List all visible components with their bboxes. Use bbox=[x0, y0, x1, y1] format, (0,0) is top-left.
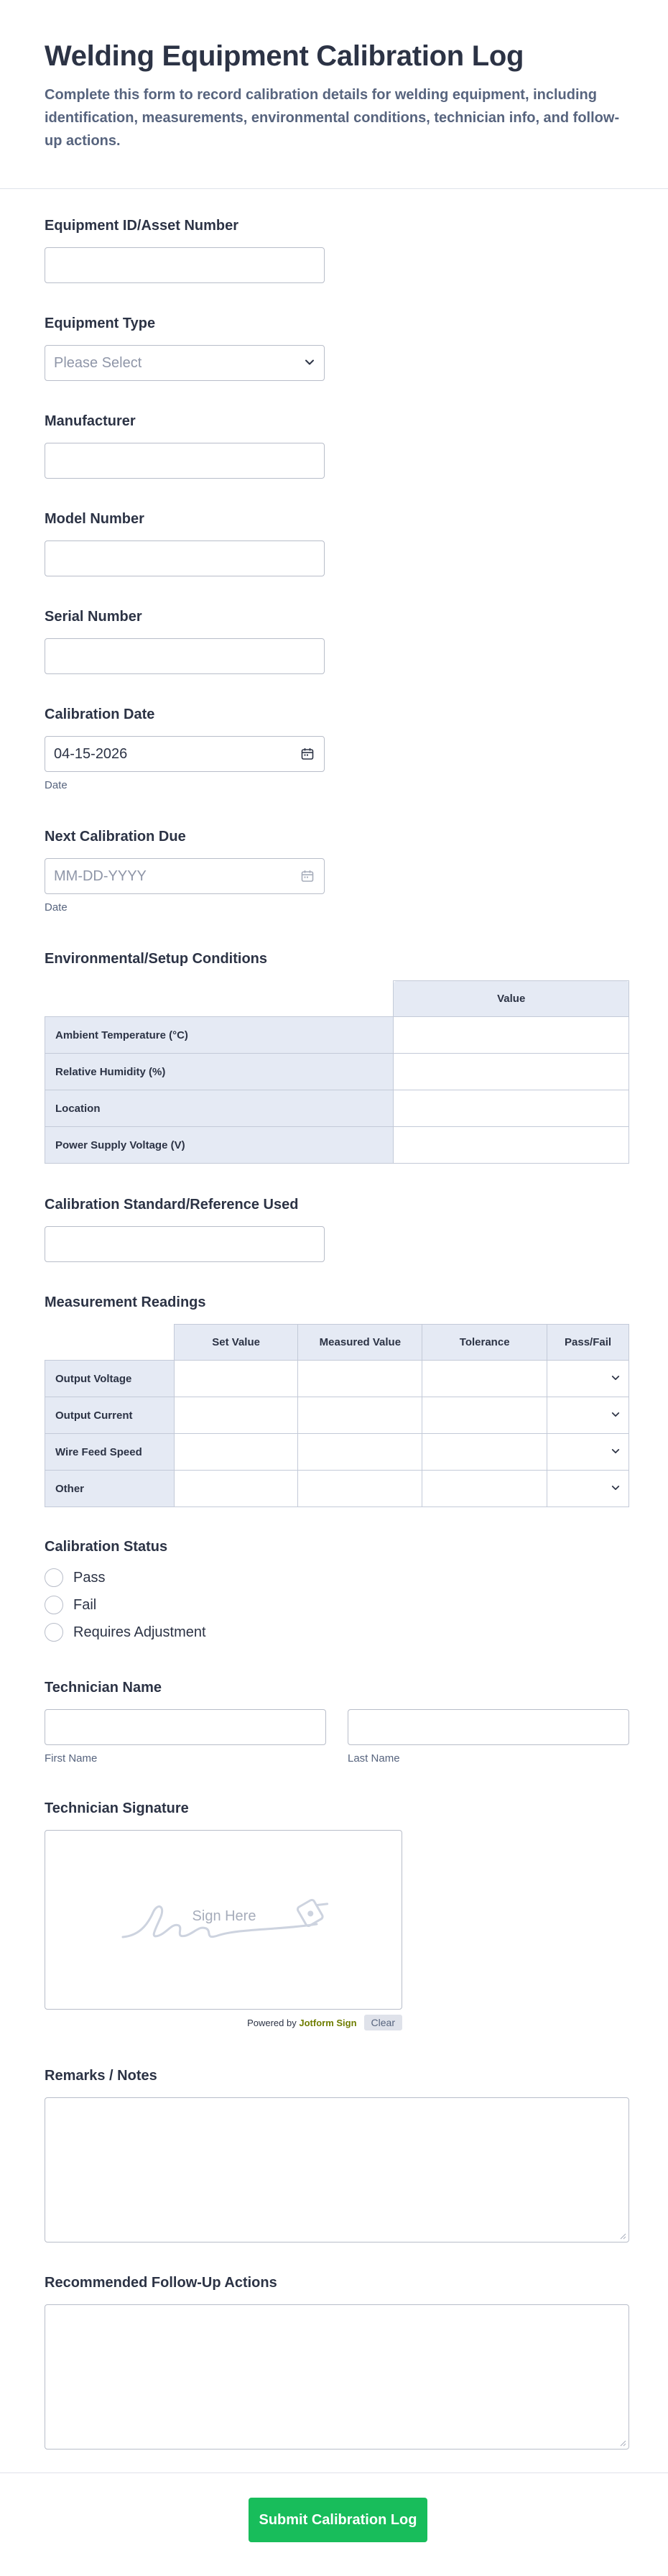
signature-hint: Sign Here bbox=[192, 1908, 256, 1924]
equipment-id-label: Equipment ID/Asset Number bbox=[45, 218, 239, 234]
pass-fail-dropdown[interactable] bbox=[547, 1471, 629, 1507]
status-option-fail[interactable] bbox=[45, 1591, 206, 1619]
radio-circle[interactable] bbox=[45, 1596, 63, 1614]
matrix-cell-input[interactable] bbox=[298, 1397, 422, 1434]
matrix-row-header: Wire Feed Speed bbox=[45, 1434, 175, 1471]
matrix-column-header: Set Value bbox=[174, 1325, 298, 1361]
serial-number-label: Serial Number bbox=[45, 609, 142, 625]
powered-by-prefix: Powered by bbox=[247, 2017, 297, 2028]
calibration-date-sublabel: Date bbox=[45, 779, 68, 791]
calendar-icon[interactable] bbox=[300, 869, 315, 883]
jotform-sign-brand: Jotform Sign bbox=[299, 2017, 357, 2028]
next-calibration-label: Next Calibration Due bbox=[45, 829, 186, 845]
signature-field bbox=[45, 1798, 402, 2031]
chevron-down-icon bbox=[611, 1447, 620, 1455]
matrix-cell-input[interactable] bbox=[394, 1054, 629, 1090]
standard-input[interactable] bbox=[45, 1226, 325, 1262]
next-calibration-sublabel: Date bbox=[45, 901, 68, 914]
radio-circle[interactable] bbox=[45, 1623, 63, 1642]
environment-field bbox=[45, 949, 629, 1164]
matrix-cell-input[interactable] bbox=[394, 1090, 629, 1127]
status-field bbox=[45, 1537, 206, 1646]
manufacturer-input[interactable] bbox=[45, 443, 325, 479]
equipment-type-field bbox=[45, 313, 325, 381]
last-name-sublabel: Last Name bbox=[348, 1752, 400, 1765]
calibration-date-label: Calibration Date bbox=[45, 707, 155, 722]
calibration-date-field bbox=[45, 704, 325, 791]
signature-label: Technician Signature bbox=[45, 1800, 189, 1816]
model-number-input[interactable] bbox=[45, 540, 325, 576]
standard-field bbox=[45, 1195, 325, 1262]
matrix-column-header: Value bbox=[394, 981, 629, 1017]
chevron-down-icon bbox=[611, 1484, 620, 1492]
matrix-cell-input[interactable] bbox=[174, 1471, 298, 1507]
measurements-label: Measurement Readings bbox=[45, 1294, 206, 1310]
chevron-down-icon bbox=[305, 357, 315, 367]
matrix-row-header: Other bbox=[45, 1471, 175, 1507]
matrix-row-header: Relative Humidity (%) bbox=[45, 1054, 394, 1090]
calendar-icon[interactable] bbox=[300, 747, 315, 761]
serial-number-field bbox=[45, 607, 325, 674]
model-number-label: Model Number bbox=[45, 511, 144, 527]
matrix-column-header: Tolerance bbox=[422, 1325, 547, 1361]
equipment-id-field bbox=[45, 216, 325, 283]
equipment-type-select[interactable] bbox=[45, 345, 325, 381]
manufacturer-label: Manufacturer bbox=[45, 413, 136, 429]
remarks-label: Remarks / Notes bbox=[45, 2068, 157, 2084]
status-option-adjustment[interactable] bbox=[45, 1619, 206, 1646]
matrix-row-header: Power Supply Voltage (V) bbox=[45, 1127, 394, 1164]
first-name-sublabel: First Name bbox=[45, 1752, 98, 1765]
matrix-cell-input[interactable] bbox=[298, 1361, 422, 1397]
signature-pad[interactable] bbox=[45, 1830, 402, 2010]
next-calibration-field bbox=[45, 827, 325, 914]
matrix-cell-input[interactable] bbox=[394, 1017, 629, 1054]
matrix-row-header: Output Current bbox=[45, 1397, 175, 1434]
matrix-cell-input[interactable] bbox=[174, 1434, 298, 1471]
matrix-cell-input[interactable] bbox=[422, 1471, 547, 1507]
radio-circle[interactable] bbox=[45, 1568, 63, 1587]
environment-matrix bbox=[45, 980, 629, 1164]
chevron-down-icon bbox=[611, 1374, 620, 1382]
model-number-field bbox=[45, 509, 325, 576]
matrix-cell-input[interactable] bbox=[422, 1361, 547, 1397]
technician-name-field bbox=[45, 1678, 629, 1765]
resize-handle-icon[interactable] bbox=[619, 2232, 626, 2240]
remarks-textarea[interactable] bbox=[45, 2097, 629, 2242]
measurements-matrix bbox=[45, 1324, 629, 1507]
calibration-date-input[interactable]: 04-15-2026 bbox=[45, 736, 325, 772]
environment-label: Environmental/Setup Conditions bbox=[45, 951, 268, 967]
form-description: Complete this form to record calibration details for welding equipment, including identification, measurements, environmental conditions, technician info, and follow-up actions. bbox=[45, 87, 620, 149]
matrix-cell-input[interactable] bbox=[422, 1434, 547, 1471]
status-label: Calibration Status bbox=[45, 1539, 168, 1555]
followup-label: Recommended Follow-Up Actions bbox=[45, 2275, 277, 2291]
status-option-pass[interactable] bbox=[45, 1564, 206, 1591]
chevron-down-icon bbox=[611, 1410, 620, 1419]
clear-signature-button[interactable]: Clear bbox=[364, 2015, 402, 2030]
pass-fail-dropdown[interactable] bbox=[547, 1397, 629, 1434]
matrix-row-header: Ambient Temperature (°C) bbox=[45, 1017, 394, 1054]
matrix-cell-input[interactable] bbox=[394, 1127, 629, 1164]
followup-textarea[interactable] bbox=[45, 2304, 629, 2450]
matrix-row-header: Output Voltage bbox=[45, 1361, 175, 1397]
standard-label: Calibration Standard/Reference Used bbox=[45, 1197, 299, 1213]
equipment-type-label: Equipment Type bbox=[45, 316, 156, 331]
next-calibration-input[interactable]: MM-DD-YYYY bbox=[45, 858, 325, 894]
matrix-corner bbox=[45, 1325, 175, 1361]
followup-field bbox=[45, 2273, 629, 2450]
matrix-corner bbox=[45, 981, 394, 1017]
pass-fail-dropdown[interactable] bbox=[547, 1434, 629, 1471]
radio-label: Pass bbox=[73, 1569, 106, 1586]
resize-handle-icon[interactable] bbox=[619, 2439, 626, 2447]
page-title: Welding Equipment Calibration Log bbox=[45, 40, 524, 72]
submit-button[interactable]: Submit Calibration Log bbox=[249, 2498, 427, 2542]
matrix-row-header: Location bbox=[45, 1090, 394, 1127]
last-name-input[interactable] bbox=[348, 1709, 629, 1745]
matrix-cell-input[interactable] bbox=[298, 1434, 422, 1471]
matrix-cell-input[interactable] bbox=[174, 1361, 298, 1397]
manufacturer-field bbox=[45, 411, 325, 479]
matrix-cell-input[interactable] bbox=[422, 1397, 547, 1434]
form-header bbox=[0, 0, 668, 189]
pass-fail-dropdown[interactable] bbox=[547, 1361, 629, 1397]
radio-label: Fail bbox=[73, 1596, 97, 1613]
technician-name-label: Technician Name bbox=[45, 1680, 162, 1696]
serial-number-input[interactable] bbox=[45, 638, 325, 674]
equipment-id-input[interactable] bbox=[45, 247, 325, 283]
matrix-cell-input[interactable] bbox=[174, 1397, 298, 1434]
equipment-type-placeholder: Please Select bbox=[45, 345, 325, 381]
remarks-field bbox=[45, 2066, 629, 2242]
matrix-column-header: Pass/Fail bbox=[547, 1325, 629, 1361]
powered-by-text bbox=[247, 2018, 356, 2028]
radio-label: Requires Adjustment bbox=[73, 1624, 206, 1640]
first-name-input[interactable] bbox=[45, 1709, 326, 1745]
measurements-field bbox=[45, 1292, 629, 1507]
matrix-cell-input[interactable] bbox=[298, 1471, 422, 1507]
matrix-column-header: Measured Value bbox=[298, 1325, 422, 1361]
